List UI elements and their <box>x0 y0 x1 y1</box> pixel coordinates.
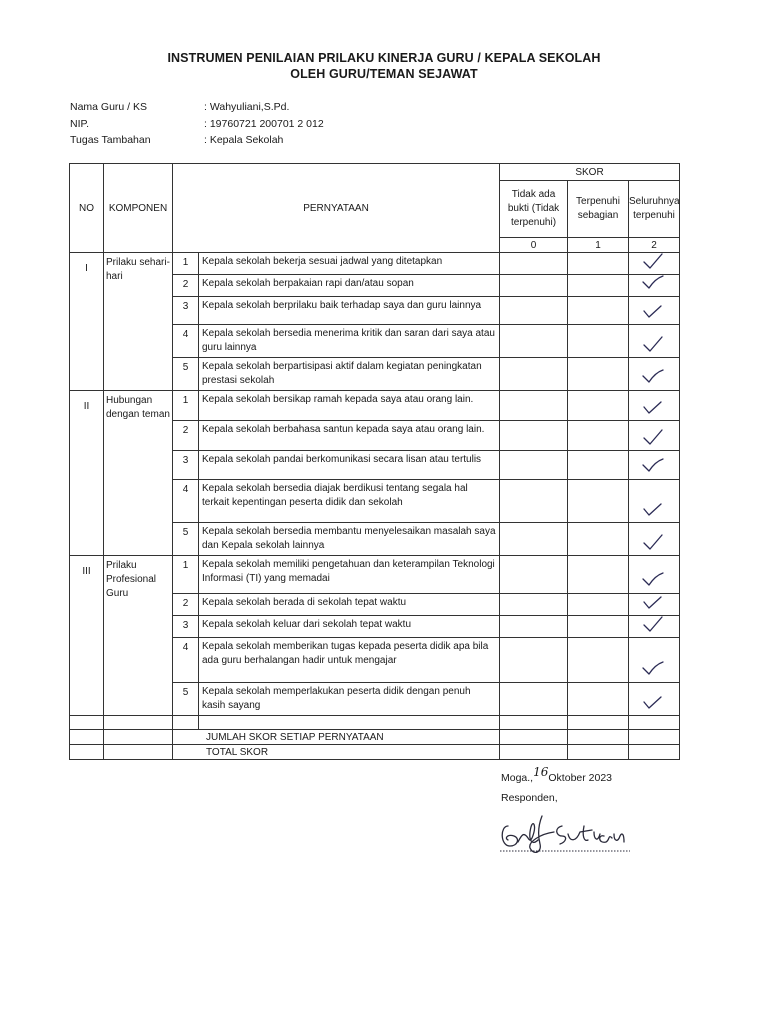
table-row <box>70 391 680 421</box>
signature-name <box>498 812 505 813</box>
section-komponen: Prilaku Profesional Guru <box>104 556 173 716</box>
sum-cell-1 <box>568 745 629 760</box>
score-cell-1 <box>568 253 629 275</box>
item-statement: Kepala sekolah berbahasa santun kepada saya atau orang lain. <box>199 421 500 451</box>
total-row-label: TOTAL SKOR <box>173 745 500 760</box>
checkmark-icon <box>642 694 666 710</box>
info-label: Tugas Tambahan <box>70 134 151 146</box>
score-value-1: 1 <box>568 238 629 253</box>
empty-cell <box>500 716 568 730</box>
empty-cell <box>70 745 104 760</box>
checkmark-icon <box>642 661 666 677</box>
signature <box>498 812 648 861</box>
header-score-1: Terpenuhi sebagian <box>568 181 629 238</box>
item-number: 5 <box>173 683 199 716</box>
section-komponen: Prilaku sehari-hari <box>104 253 173 391</box>
item-number: 1 <box>173 391 199 421</box>
header-score-0: Tidak ada bukti (Tidak terpenuhi) <box>500 181 568 238</box>
score-cell-2 <box>629 523 680 556</box>
checkmark-icon <box>642 336 666 352</box>
score-cell-0 <box>500 297 568 325</box>
checkmark-icon <box>642 594 666 610</box>
sum-cell-0 <box>500 730 568 745</box>
score-cell-0 <box>500 616 568 638</box>
empty-cell <box>70 716 104 730</box>
score-cell-0 <box>500 638 568 683</box>
score-cell-2 <box>629 421 680 451</box>
item-number: 5 <box>173 358 199 391</box>
item-statement: Kepala sekolah pandai berkomunikasi secara lisan atau tertulis <box>199 451 500 480</box>
score-cell-2 <box>629 253 680 275</box>
empty-cell <box>104 730 173 745</box>
item-number: 4 <box>173 480 199 523</box>
score-cell-0 <box>500 480 568 523</box>
score-cell-2 <box>629 638 680 683</box>
table-row <box>70 253 680 275</box>
score-cell-2 <box>629 556 680 594</box>
info-row-task <box>70 132 324 149</box>
score-cell-0 <box>500 421 568 451</box>
score-cell-0 <box>500 275 568 297</box>
score-cell-2 <box>629 391 680 421</box>
item-statement: Kepala sekolah berpakaian rapi dan/atau sopan <box>199 275 500 297</box>
item-number: 1 <box>173 253 199 275</box>
item-number: 3 <box>173 616 199 638</box>
handwritten-day: 16 <box>533 765 549 779</box>
info-label: Nama Guru / KS <box>70 101 148 113</box>
section-number: II <box>70 391 104 556</box>
document-subtitle: OLEH GURU/TEMAN SEJAWAT <box>290 67 478 81</box>
checkmark-icon <box>642 458 666 474</box>
identity-block <box>70 99 324 149</box>
info-row-name <box>70 99 324 116</box>
item-statement: Kepala sekolah berada di sekolah tepat waktu <box>199 594 500 616</box>
item-number: 2 <box>173 594 199 616</box>
score-cell-1 <box>568 275 629 297</box>
score-cell-1 <box>568 556 629 594</box>
item-number: 3 <box>173 297 199 325</box>
checkmark-icon <box>642 572 666 588</box>
item-number: 4 <box>173 325 199 358</box>
section-komponen: Hubungan dengan teman <box>104 391 173 556</box>
info-value: : Kepala Sekolah <box>204 134 284 146</box>
signature-icon <box>498 812 648 856</box>
score-cell-1 <box>568 391 629 421</box>
checkmark-icon <box>642 616 666 632</box>
score-cell-2 <box>629 325 680 358</box>
item-statement: Kepala sekolah bersedia diajak berdikusi tentang segala hal terkait kepentingan peserta didik dan sekolah <box>199 480 500 523</box>
score-cell-1 <box>568 638 629 683</box>
score-cell-0 <box>500 683 568 716</box>
sum-cell-1 <box>568 730 629 745</box>
score-value-2: 2 <box>629 238 680 253</box>
score-cell-0 <box>500 594 568 616</box>
score-cell-2 <box>629 451 680 480</box>
item-number: 2 <box>173 275 199 297</box>
assessment-table <box>69 163 680 760</box>
score-cell-1 <box>568 594 629 616</box>
score-cell-2 <box>629 480 680 523</box>
checkmark-icon <box>642 429 666 445</box>
sum-cell-0 <box>500 745 568 760</box>
header-score-2: Seluruhnya terpenuhi <box>629 181 680 238</box>
document-title: INSTRUMEN PENILAIAN PRILAKU KINERJA GURU / KEPALA SEKOLAH <box>167 51 601 65</box>
sum-cell-2 <box>629 730 680 745</box>
table-row <box>70 556 680 594</box>
month-year-text: Oktober 2023 <box>548 772 613 784</box>
score-cell-2 <box>629 358 680 391</box>
item-statement: Kepala sekolah keluar dari sekolah tepat waktu <box>199 616 500 638</box>
score-cell-1 <box>568 421 629 451</box>
score-cell-2 <box>629 275 680 297</box>
score-cell-2 <box>629 616 680 638</box>
signature-block <box>501 767 612 808</box>
score-cell-1 <box>568 480 629 523</box>
item-number: 3 <box>173 451 199 480</box>
item-statement: Kepala sekolah berpartisipasi aktif dalam kegiatan peningkatan prestasi sekolah <box>199 358 500 391</box>
item-number: 4 <box>173 638 199 683</box>
info-value: : Wahyuliani,S.Pd. <box>204 101 290 113</box>
empty-cell <box>104 716 173 730</box>
score-cell-2 <box>629 297 680 325</box>
score-cell-1 <box>568 451 629 480</box>
score-cell-1 <box>568 523 629 556</box>
header-pernyataan: PERNYATAAN <box>173 164 500 253</box>
table-body <box>70 253 680 760</box>
score-cell-2 <box>629 594 680 616</box>
score-cell-0 <box>500 325 568 358</box>
score-cell-1 <box>568 616 629 638</box>
checkmark-icon <box>642 369 666 385</box>
score-cell-0 <box>500 358 568 391</box>
checkmark-icon <box>642 501 666 517</box>
score-cell-1 <box>568 297 629 325</box>
score-cell-0 <box>500 556 568 594</box>
empty-cell <box>199 716 500 730</box>
jumlah-row-label: JUMLAH SKOR SETIAP PERNYATAAN <box>173 730 500 745</box>
info-row-nip <box>70 116 324 133</box>
spacer-row <box>70 716 680 730</box>
score-cell-1 <box>568 325 629 358</box>
info-value: : 19760721 200701 2 012 <box>204 117 324 130</box>
empty-cell <box>173 716 199 730</box>
score-cell-1 <box>568 683 629 716</box>
score-cell-0 <box>500 451 568 480</box>
checkmark-icon <box>642 275 666 291</box>
score-value-0: 0 <box>500 238 568 253</box>
total-row <box>70 745 680 760</box>
item-statement: Kepala sekolah memberikan tugas kepada peserta didik apa bila ada guru berhalangan hadir untuk mengajar <box>199 638 500 683</box>
checkmark-icon <box>642 253 666 269</box>
empty-cell <box>70 730 104 745</box>
place-text: Moga., <box>501 772 534 784</box>
item-statement: Kepala sekolah berprilaku baik terhadap saya dan guru lainnya <box>199 297 500 325</box>
checkmark-icon <box>642 399 666 415</box>
checkmark-icon <box>642 303 666 319</box>
item-statement: Kepala sekolah bekerja sesuai jadwal yang ditetapkan <box>199 253 500 275</box>
date-line <box>501 767 612 788</box>
score-cell-0 <box>500 391 568 421</box>
item-number: 1 <box>173 556 199 594</box>
item-statement: Kepala sekolah memiliki pengetahuan dan keterampilan Teknologi Informasi (TI) yang memadai <box>199 556 500 594</box>
empty-cell <box>629 716 680 730</box>
item-statement: Kepala sekolah bersedia membantu menyelesaikan masalah saya dan Kepala sekolah lainnya <box>199 523 500 556</box>
sum-cell-2 <box>629 745 680 760</box>
item-number: 5 <box>173 523 199 556</box>
section-number: I <box>70 253 104 391</box>
checkmark-icon <box>642 534 666 550</box>
responden-label: Responden, <box>501 792 558 804</box>
score-cell-0 <box>500 253 568 275</box>
item-statement: Kepala sekolah bersedia menerima kritik dan saran dari saya atau guru lainnya <box>199 325 500 358</box>
item-statement: Kepala sekolah bersikap ramah kepada saya atau orang lain. <box>199 391 500 421</box>
jumlah-row <box>70 730 680 745</box>
header-komponen: KOMPONEN <box>104 164 173 253</box>
score-cell-2 <box>629 683 680 716</box>
empty-cell <box>568 716 629 730</box>
header-skor: SKOR <box>500 164 680 181</box>
score-cell-1 <box>568 358 629 391</box>
empty-cell <box>104 745 173 760</box>
header-no: NO <box>70 164 104 253</box>
info-label: NIP. <box>70 117 90 130</box>
item-number: 2 <box>173 421 199 451</box>
section-number: III <box>70 556 104 716</box>
item-statement: Kepala sekolah memperlakukan peserta didik dengan penuh kasih sayang <box>199 683 500 716</box>
score-cell-0 <box>500 523 568 556</box>
